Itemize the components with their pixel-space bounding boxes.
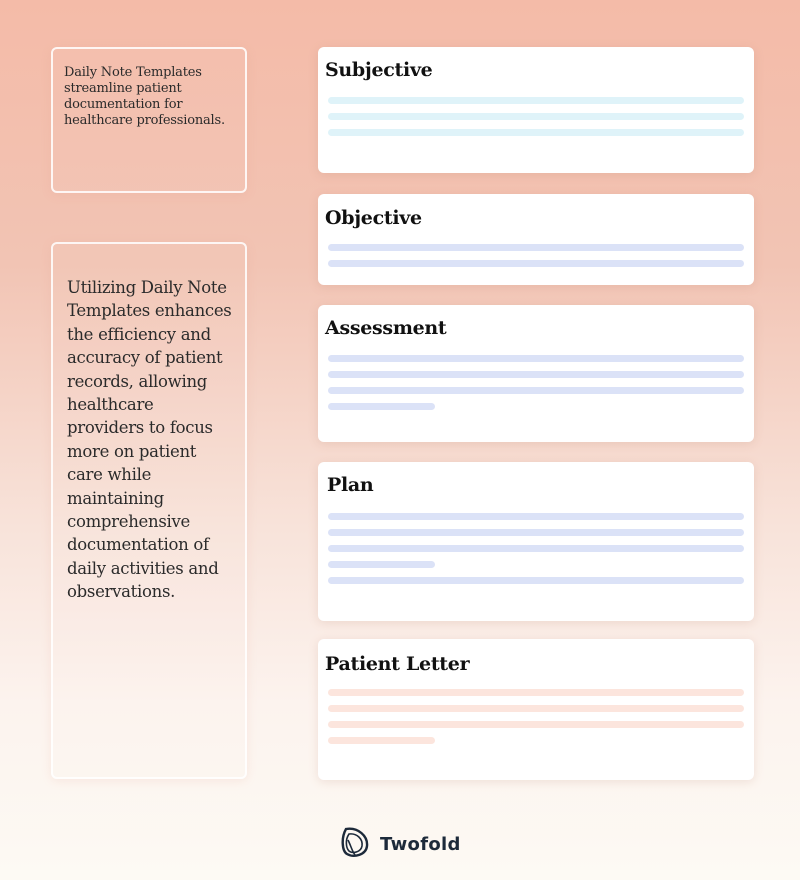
section-title-subjective: Subjective: [325, 59, 433, 81]
placeholder-line: [328, 244, 744, 251]
section-card-assessment: [318, 305, 754, 442]
placeholder-line: [328, 705, 744, 712]
placeholder-line: [328, 97, 744, 104]
section-title-plan: Plan: [327, 474, 374, 496]
placeholder-line: [328, 371, 744, 378]
placeholder-line: [328, 129, 744, 136]
placeholder-line: [328, 529, 744, 536]
placeholder-line: [328, 113, 744, 120]
placeholder-line: [328, 513, 744, 520]
twofold-logo-icon: [340, 826, 370, 862]
placeholder-line: [328, 545, 744, 552]
section-title-assessment: Assessment: [325, 317, 447, 339]
section-card-patient-letter: [318, 639, 754, 780]
description-card: [51, 242, 247, 779]
placeholder-line: [328, 737, 435, 744]
placeholder-line: [328, 561, 435, 568]
placeholder-line: [328, 387, 744, 394]
section-card-plan: [318, 462, 754, 621]
intro-text: Daily Note Templates streamline patient documentation for healthcare professionals.: [64, 65, 225, 128]
placeholder-line: [328, 355, 744, 362]
description-text: Utilizing Daily Note Templates enhances the efficiency and accuracy of patient records, allowing healthcare providers to focus more on patient care while maintaining comprehensive documentation of daily activities and observations.: [67, 278, 232, 602]
placeholder-line: [328, 577, 744, 584]
brand-name: Twofold: [380, 833, 461, 855]
placeholder-line: [328, 260, 744, 267]
placeholder-line: [328, 689, 744, 696]
section-card-objective: [318, 194, 754, 285]
section-title-objective: Objective: [325, 207, 422, 229]
placeholder-line: [328, 403, 435, 410]
placeholder-line: [328, 721, 744, 728]
section-card-subjective: [318, 47, 754, 173]
section-title-patient-letter: Patient Letter: [325, 653, 470, 675]
intro-card: [51, 47, 247, 193]
brand-logo: [340, 826, 461, 862]
